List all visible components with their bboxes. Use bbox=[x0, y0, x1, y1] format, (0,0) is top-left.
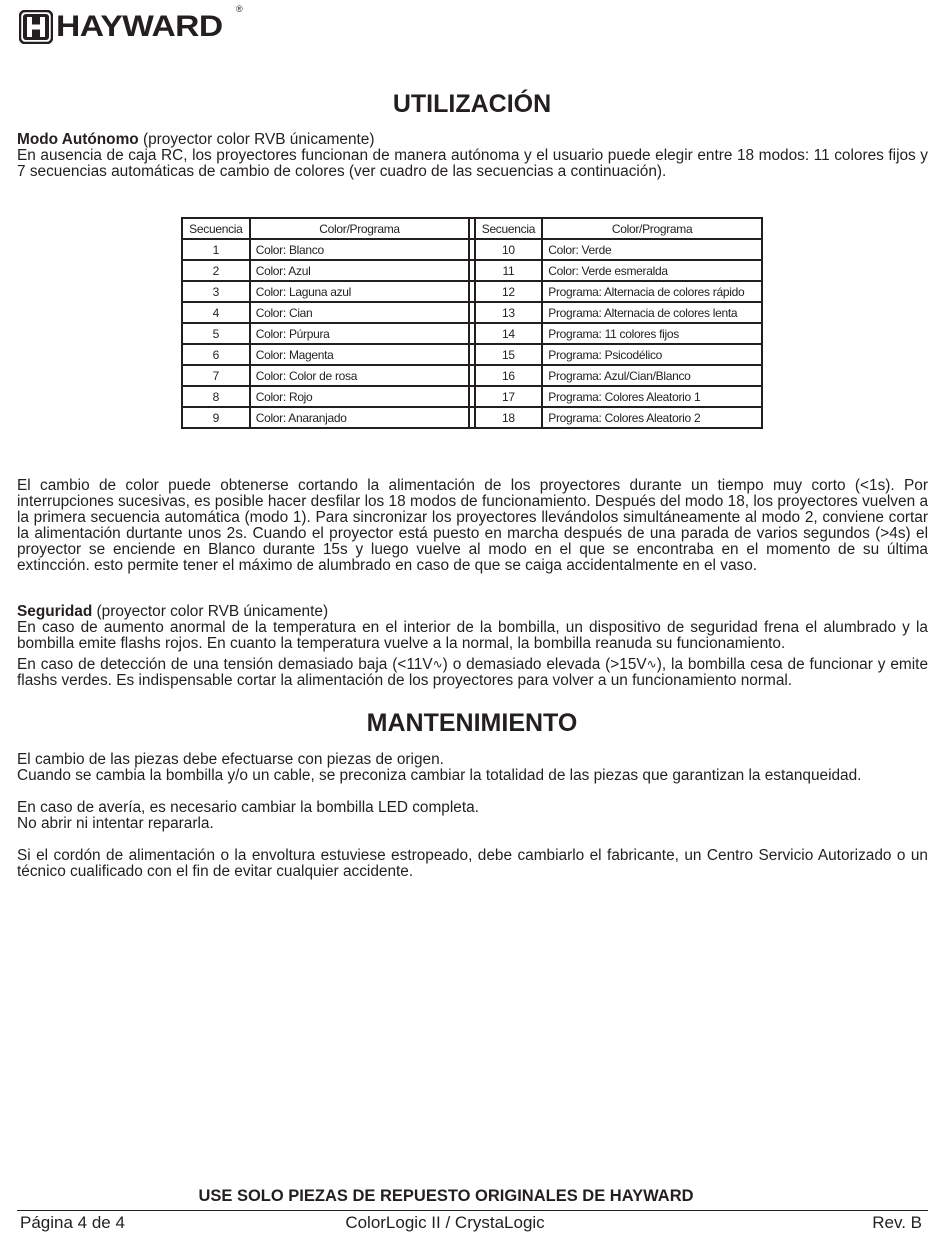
table-row bbox=[182, 386, 762, 407]
autonomous-mode-heading bbox=[17, 132, 928, 148]
autonomous-mode-note: (proyector color RVB únicamente) bbox=[138, 131, 375, 148]
table-row bbox=[182, 260, 762, 281]
safety-text-voltage bbox=[17, 656, 928, 689]
sequence-table bbox=[181, 217, 763, 429]
table-row bbox=[182, 407, 762, 428]
maintenance-title: MANTENIMIENTO bbox=[366, 709, 578, 737]
hayward-logo bbox=[19, 9, 223, 45]
autonomous-mode-label: Modo Autónomo bbox=[17, 131, 139, 148]
header-sequence-left: Secuencia bbox=[182, 218, 250, 239]
ac-symbol-icon: ∿ bbox=[646, 657, 657, 671]
revision: Rev. B bbox=[872, 1213, 922, 1232]
brand-name: HAYWARD bbox=[56, 10, 223, 43]
sequence-number-right: 18 bbox=[475, 407, 543, 428]
color-program-right: Programa: 11 colores fijos bbox=[542, 323, 762, 344]
table-row bbox=[182, 365, 762, 386]
sequence-number-left: 2 bbox=[182, 260, 250, 281]
color-program-left: Color: Azul bbox=[250, 260, 470, 281]
hayward-h-logo-icon bbox=[19, 10, 53, 44]
safety-label: Seguridad bbox=[17, 603, 93, 620]
color-program-left: Color: Laguna azul bbox=[250, 281, 470, 302]
sequence-number-left: 6 bbox=[182, 344, 250, 365]
footer-divider bbox=[17, 1210, 928, 1211]
sequence-number-right: 11 bbox=[475, 260, 543, 281]
color-program-right: Programa: Alternacia de colores rápido bbox=[542, 281, 762, 302]
color-program-right: Programa: Psicodélico bbox=[542, 344, 762, 365]
registered-mark: ® bbox=[236, 4, 243, 14]
color-program-right: Color: Verde bbox=[542, 239, 762, 260]
ac-symbol-icon: ∿ bbox=[432, 657, 443, 671]
color-change-text: El cambio de color puede obtenerse cortando la alimentación de los proyectores durante un tiempo muy corto (<1s). Por interrupciones sucesivas, es posible hacer desfilar los 18 modos de funcionamiento. Después del modo 18, los proyectores vuelven a la primera secuencia automática (modo 1). Para sincronizar los proyectores llevándolos simultáneamente al modo 2, conviene cortar la alimentación durtante unos 2s. Cuando el proyector está puesto en marcha después de una parada de varios segundos (>4s) el proyector se enciende en Blanco durante 15s y luego vuelve al modo en el que se encontraba en el momento de su última extincción. esto permite tener el máximo de alumbrado en caso de que se caiga accidentalmente en el vaso. bbox=[17, 477, 928, 574]
safety-voltage-part-1: En caso de detección de una tensión demasiado baja (<11V bbox=[17, 656, 433, 673]
sequence-number-left: 7 bbox=[182, 365, 250, 386]
sequence-number-right: 13 bbox=[475, 302, 543, 323]
color-program-right: Programa: Colores Aleatorio 2 bbox=[542, 407, 762, 428]
sequence-number-left: 4 bbox=[182, 302, 250, 323]
sequence-number-right: 16 bbox=[475, 365, 543, 386]
sequence-number-left: 8 bbox=[182, 386, 250, 407]
sequence-number-left: 3 bbox=[182, 281, 250, 302]
color-program-right: Programa: Colores Aleatorio 1 bbox=[542, 386, 762, 407]
table-row bbox=[182, 344, 762, 365]
table-row bbox=[182, 302, 762, 323]
header-color-program-left: Color/Programa bbox=[250, 218, 470, 239]
sequence-number-right: 10 bbox=[475, 239, 543, 260]
header-color-program-right: Color/Programa bbox=[542, 218, 762, 239]
safety-heading bbox=[17, 604, 928, 620]
safety-note: (proyector color RVB únicamente) bbox=[92, 603, 329, 620]
maintenance-line-cord: Si el cordón de alimentación o la envoltura estuviese estropeado, debe cambiarlo el fabricante, un Centro Servicio Autorizado o un técnico cualificado con el fin de evitar cualquier accidente. bbox=[17, 847, 928, 880]
sequence-number-right: 17 bbox=[475, 386, 543, 407]
safety-voltage-part-2: ) o demasiado elevada (>15V bbox=[442, 656, 647, 673]
color-program-left: Color: Cian bbox=[250, 302, 470, 323]
color-program-right: Color: Verde esmeralda bbox=[542, 260, 762, 281]
color-program-left: Color: Blanco bbox=[250, 239, 470, 260]
page-number: Página 4 de 4 bbox=[20, 1213, 125, 1232]
sequence-number-right: 12 bbox=[475, 281, 543, 302]
maintenance-line-no-repair: No abrir ni intentar repararla. bbox=[17, 815, 214, 832]
header-sequence-right: Secuencia bbox=[475, 218, 543, 239]
table-row bbox=[182, 281, 762, 302]
sequence-number-right: 14 bbox=[475, 323, 543, 344]
color-program-left: Color: Anaranjado bbox=[250, 407, 470, 428]
maintenance-line-led: En caso de avería, es necesario cambiar la bombilla LED completa. bbox=[17, 799, 479, 816]
autonomous-mode-text: En ausencia de caja RC, los proyectores funcionan de manera autónoma y el usuario puede elegir entre 18 modos: 11 colores fijos y 7 secuencias automáticas de cambio de colores (ver cuadro de las secuencias a continuación). bbox=[17, 147, 928, 180]
color-program-right: Programa: Alternacia de colores lenta bbox=[542, 302, 762, 323]
footer-note: USE SOLO PIEZAS DE REPUESTO ORIGINALES DE HAYWARD bbox=[198, 1187, 694, 1205]
usage-title: UTILIZACIÓN bbox=[392, 90, 552, 118]
product-name: ColorLogic II / CrystaLogic bbox=[345, 1213, 545, 1232]
color-program-left: Color: Magenta bbox=[250, 344, 470, 365]
sequence-number-left: 1 bbox=[182, 239, 250, 260]
table-row bbox=[182, 323, 762, 344]
table-row bbox=[182, 239, 762, 260]
color-program-left: Color: Púrpura bbox=[250, 323, 470, 344]
color-program-left: Color: Rojo bbox=[250, 386, 470, 407]
maintenance-line-original-parts: El cambio de las piezas debe efectuarse con piezas de origen. bbox=[17, 751, 444, 768]
maintenance-line-seal: Cuando se cambia la bombilla y/o un cable, se preconiza cambiar la totalidad de las piezas que garantizan la estanqueidad. bbox=[17, 767, 862, 784]
color-program-right: Programa: Azul/Cian/Blanco bbox=[542, 365, 762, 386]
sequence-number-left: 9 bbox=[182, 407, 250, 428]
color-program-left: Color: Color de rosa bbox=[250, 365, 470, 386]
table-header-row bbox=[182, 218, 762, 239]
safety-voltage-part-3: ), la bombilla cesa de funcionar y emite flashs verdes. Es indispensable cortar la alimentación de los proyectores para volver a un funcionamiento normal. bbox=[17, 656, 928, 689]
sequence-number-right: 15 bbox=[475, 344, 543, 365]
safety-text-temperature: En caso de aumento anormal de la temperatura en el interior de la bombilla, un dispositivo de seguridad frena el alumbrado y la bombilla emite flashs rojos. En cuanto la temperatura vuelve a la normal, la bombilla reanuda su funcionamiento. bbox=[17, 619, 928, 652]
sequence-number-left: 5 bbox=[182, 323, 250, 344]
